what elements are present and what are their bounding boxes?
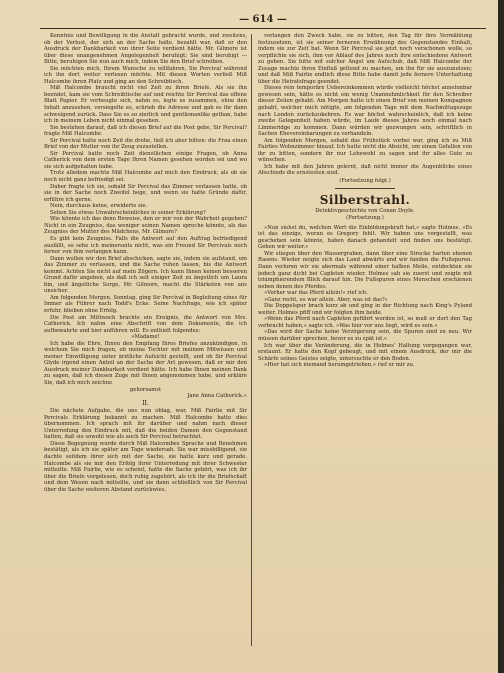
letter-closing: gehorsamst bbox=[129, 386, 162, 393]
continuation-note: (Fortsetzung folgt.) bbox=[339, 178, 391, 185]
letter-signature: Jane Anna Catherick.« bbox=[187, 393, 247, 400]
paragraph: Kenntnis und Bewilligung in die Anstalt gebracht wurde, und zweitens, ob der Verlust, der sich an der Sache halte, bezahlt war, daß er den Ausdruck der Dankbarkeit von ihrer Seite verdient hätte. Mr. Gilmore ist über diese unangenehmen Angelegenheit beruhigt; Sie sind beruhigt — Bitte, beruhigen Sie nun auch mich, indem Sie den Brief schreiben. bbox=[44, 33, 247, 66]
paragraph: Miß Halcombe braucht nicht viel Zeit zu ihren Briefe. Als sie ihn beendet, kam sie vom Schreibtische auf und reichte Sir Percival das offene Blatt Papier. Er verbeugte sich, nahm es, legte es zusammen, ohne den Inhalt anzusehen, versiegelte es, schrieb die Adresse und gab es ihr dann schweigend zurück. Dass Sie es so zierlich und gentlemanlike gethan, habe ich in meinem Leben nicht einmal gesehen. bbox=[44, 85, 247, 125]
paragraph: »Vorher war das Pferd allein!« rief ich. bbox=[264, 290, 368, 297]
right-column bbox=[258, 33, 472, 645]
paragraph: verlangen den Zweck habe, sie zu bitten, den Tag für ihre Vermählung festzusetzen, ist sie seiner ferneren Erwähnung des Gegenstandes Einhalt, indem sie zur Zeit bat. Wenn Sir Percival sie jetzt noch verschonen wolle, so verpflichte sie sich, ihm vor Ablauf des Jahres noch ihre entschiedene Antwort zu geben. Sie bitte mit solcher Angst um Aufschub, daß Miß Halcombe der Zusage machte ihren Einfluß geltend zu machen, um ihn für sie auszunutzen; und daß Miß Fairlie endlich diese Bitte habe damit jede fernere Unterhaltung über die Heiratsfrage geendet. bbox=[258, 33, 472, 85]
page-header bbox=[40, 14, 486, 29]
paragraph: Sehen Sie etwas Unwahrscheinliches in seiner Erklärung? bbox=[50, 209, 206, 216]
page-number: — 614 — bbox=[239, 14, 287, 25]
paragraph: »Das wird der Sache keine Verzögerung sein, die Spuren sind zu neu. Wir müssen darüber sprechen, bevor es zu spät ist.« bbox=[258, 329, 472, 342]
paragraph: Wir stiegen über den Wassergraben, dann über eine Strecke harten ebenen Rasens. Wieder neigte sich das Land abwärts und wir fanden die Fußspuren. Dann verloren wir sie abermals während einer halben Meile, entdeckten sie jedoch ganz dicht bei Capleton wieder. Holmes sah sie zuerst und zeigte mit triumphierendem Blick darauf hin. Die Fußspuren eines Menschen erschienen neben denen des Pferdes. bbox=[258, 250, 472, 290]
paragraph: »Nun siehst du, welchen Wert die Einbildungskraft hat,« sagte Holmes. »Es ist das einzige, woran es Gregory fehlt. Wir haben uns vorgestellt, was geschehen sein könnte, haben danach gehandelt und finden uns bestätigt. Gehen wir weiter.« bbox=[258, 224, 472, 251]
paragraph: »Wenn das Pferd nach Capleton geführt worden ist, so muß er dort den Tag verbracht haben,« sagte ich. »Was hier vor uns liegt, wird es sein.« bbox=[258, 316, 472, 329]
paragraph: Ich war über die Veränderung, die in Holmes' Haltung vorgegangen war, erstaunt. Er hatte den Kopf gebeugt, und mit einem Ausdruck, der mir die Schärfe seines Geistes zeigte, untersuchte er den Boden. bbox=[258, 342, 472, 362]
paragraph: Dann wollen wir den Brief abschicken, sagte sie, indem sie aufstand, um das Zimmer zu verlassen, und die Sache ruhen lassen, bis die Antwort kommt. Achten Sie nicht auf mein Zögern. Ich kann Ihnen keinen besseren Grund dafür angeben, als daß ich seit einiger Zeit zu ängstlich um Laura bin, und ängstliche Sorge, Mr. Gilmore, macht die Stärksten von uns unsicher. bbox=[44, 255, 247, 295]
paragraph: Am folgenden Morgen, Sonntag, ging Sir Percival in Begleitung eines für Immer als Führer nach Todd's Ecke. Seine Nachfrage, wie ich später erfuhr, blieben ohne Erfolg. bbox=[44, 294, 247, 314]
left-column bbox=[44, 33, 247, 645]
paragraph: Diese Begegnung wurde durch Miß Halcombes Sprache und Benehmen bestätigt, als ich sie später am Tage wiedersah. Sie war missbilligend, sie dachte seitdem ihrer sich mit der Sache, sie hatte kurz und gerade. Halcombe als sie mir den Erfolg ihrer Unterredung mit ihrer Schwester mitteilte. Miß Fairlie, wie es scheint, hatte die Sache gehört, was ich ihr über die Briefe vorgelesen, doch ruhig zugehört, als ich ihr die Briefschaft und dem Wesen nach mitteilte, und sie dann schließlich von Sir Percival über die Sache weiteren Abstand zurückwies. bbox=[44, 440, 247, 493]
column-divider bbox=[251, 34, 252, 646]
paragraph: »Hier hat sich niemand herumgetrieben,« rief er mir zu. bbox=[264, 362, 415, 369]
section-numeral: II. bbox=[142, 399, 149, 407]
paragraph: Am folgenden Morgen, sobald das Frühstück vorbei war, ging ich zu Miß Fairlies Wohnzimmer hinauf. Ich hatte nicht die Absicht, um einen Gefallen von ihr zu bitten, sondern ihr nur Lebewohl zu sagen und ihr alles Gute zu wünschen. bbox=[258, 137, 472, 164]
paragraph: Sir Percival hatte noch Zeit dienstlichen einige Fragen, ob Anna Catherick von dem ersten Tage Ihren Namen gesehen worden sei und wo sie sich aufgehalten habe. bbox=[44, 150, 247, 170]
paragraph: Die Post am Mittwoch brachte ein Ereignis, die Antwort von Mrs. Catherick. Ich nahm eine Abschrift von dem Dokumente, die ich aufbewahrte und hier anführen will. Es enthielt folgendes: bbox=[44, 314, 247, 334]
section-divider bbox=[335, 188, 395, 189]
paragraph: Nein, durchaus keine, erwiderte sie. bbox=[50, 203, 148, 210]
paragraph: Sie bestehen darauf, daß ich diesen Brief auf die Post gebe, Sir Percival? fragte Miß Halcombe. bbox=[44, 124, 247, 138]
paragraph: Trotz alledem machte Miß Halcombe auf mich den Eindruck, als ob sie noch nicht ganz befriedigt sei. bbox=[44, 170, 247, 184]
letter-salutation: »Madame! bbox=[131, 334, 160, 341]
paragraph: Dieses rein temporäre Uebereinkommen würde vielleicht höchst annehmbar gewesen sein, hätte es nicht ein wenig Unannehmlichkeit für den Schreiber dieser Zeilen gehabt. Am Morgen hatte ich einen Brief von meinen Kompagnon gehabt, welcher mich nötigte, am folgenden Tage mit dem Nachmittagszuge nach London zurückzukehren. Es war höchst wahrscheinlich, daß ich keine zweite Gelegenheit haben würde, im Laufe dieses Jahres noch einmal nach Limmeridge zu kommen. Dann würden wir gezwungen sein, schriftlich in Sachen Ehevereinbarungen zu verhandeln. bbox=[258, 85, 472, 138]
paragraph: Es gibt kein Zeugniss. Falls die Antwort auf den Auftrag befriedigend ausfällt, so sehe ich meinerseits nicht, was ein Freund Sir Percivals noch ferner von ihm verlangen kann. bbox=[44, 235, 247, 256]
paragraph: Ich habe mit den Jahren gelernt, daß nicht immer die Augenblicke eines Abschieds die ernstesten sind. bbox=[258, 163, 472, 177]
paragraph: Daher fragte ich sie, sobald Sir Percival das Zimmer verlassen hatte, ob sie in der Sache noch Zweifel hege, und wenn sie hatte Gründe dafür, erführe ich gerne. bbox=[44, 183, 247, 203]
paragraph: Die Doppelspur brach kurz ab und ging in der Richtung nach King's Pyland weiter. Holmes pfiff und wir folgten ihm beide. bbox=[258, 303, 472, 316]
story-title: Silberstrahl. bbox=[319, 192, 411, 207]
story-continuation: (Fortsetzung.) bbox=[346, 215, 384, 222]
paragraph: Sir Percival hatte noch Zeit die drohe, ließ ich aber bitten: die Frau einen Brief von der Mutter von ihr Zeug zuzustellen. bbox=[44, 137, 247, 151]
story-subtitle: Detektivgeschichte von Conan Doyle. bbox=[315, 207, 415, 214]
binding-spine bbox=[498, 0, 504, 673]
paragraph: »Ganz recht, es war allein. Aber, was ist das?« bbox=[264, 296, 388, 303]
letter-body: Ich habe die Ehre, Ihnen den Empfang Ihres Briefes anzukündigen, in welchem Sie mich fragen, ob meine Tochter mit meinem Mitwissen und meiner Einwilligung unter ärztliche Aufsicht gestellt, und ob Sir Percival Glyde irgend einen Anteil an der Sache der Art gewesen, daß er mir den Ausdruck meiner Dankbarkeit verdient hätte. Ich habe Ihnen meinen Dank zu sagen, daß ich diesen Zuge mit Ihnen angenommen habe, und erkläre Sie, daß ich mich zeichne bbox=[44, 340, 247, 386]
paragraph: Die nächste Aufgabe, die uns nun oblag, war, Miß Fairlie mit Sir Percivals Erklärung bekannt zu machen. Miß Halcombe hatte dies übernommen. Ich sprach mit ihr darüber und nahm nach dieser Unterredung den Eindruck mit, daß die beiden Damen den Gegenstand hatten, daß sie sowohl wie als auch Sir Percival betrachtet. bbox=[44, 408, 247, 441]
paragraph: Wie könnte ich das denn Beweise, den er mir von der Wahrheit gegeben? Nicht in ein Zeugniss, das weniger seinen Namen spreche könnte, als das Zeugniss der Mutter des Mädchens, Mr. Gilmore? bbox=[44, 216, 247, 236]
paragraph: Sie möchten mich, Ihrem Wunsche zu willfahren, Sie Percival während ich ihn dort weiter verlesen möchte. Mit diesen Worten verließ Miß Halcombe ihren Platz und ging an den Schreibtisch. bbox=[44, 65, 247, 85]
